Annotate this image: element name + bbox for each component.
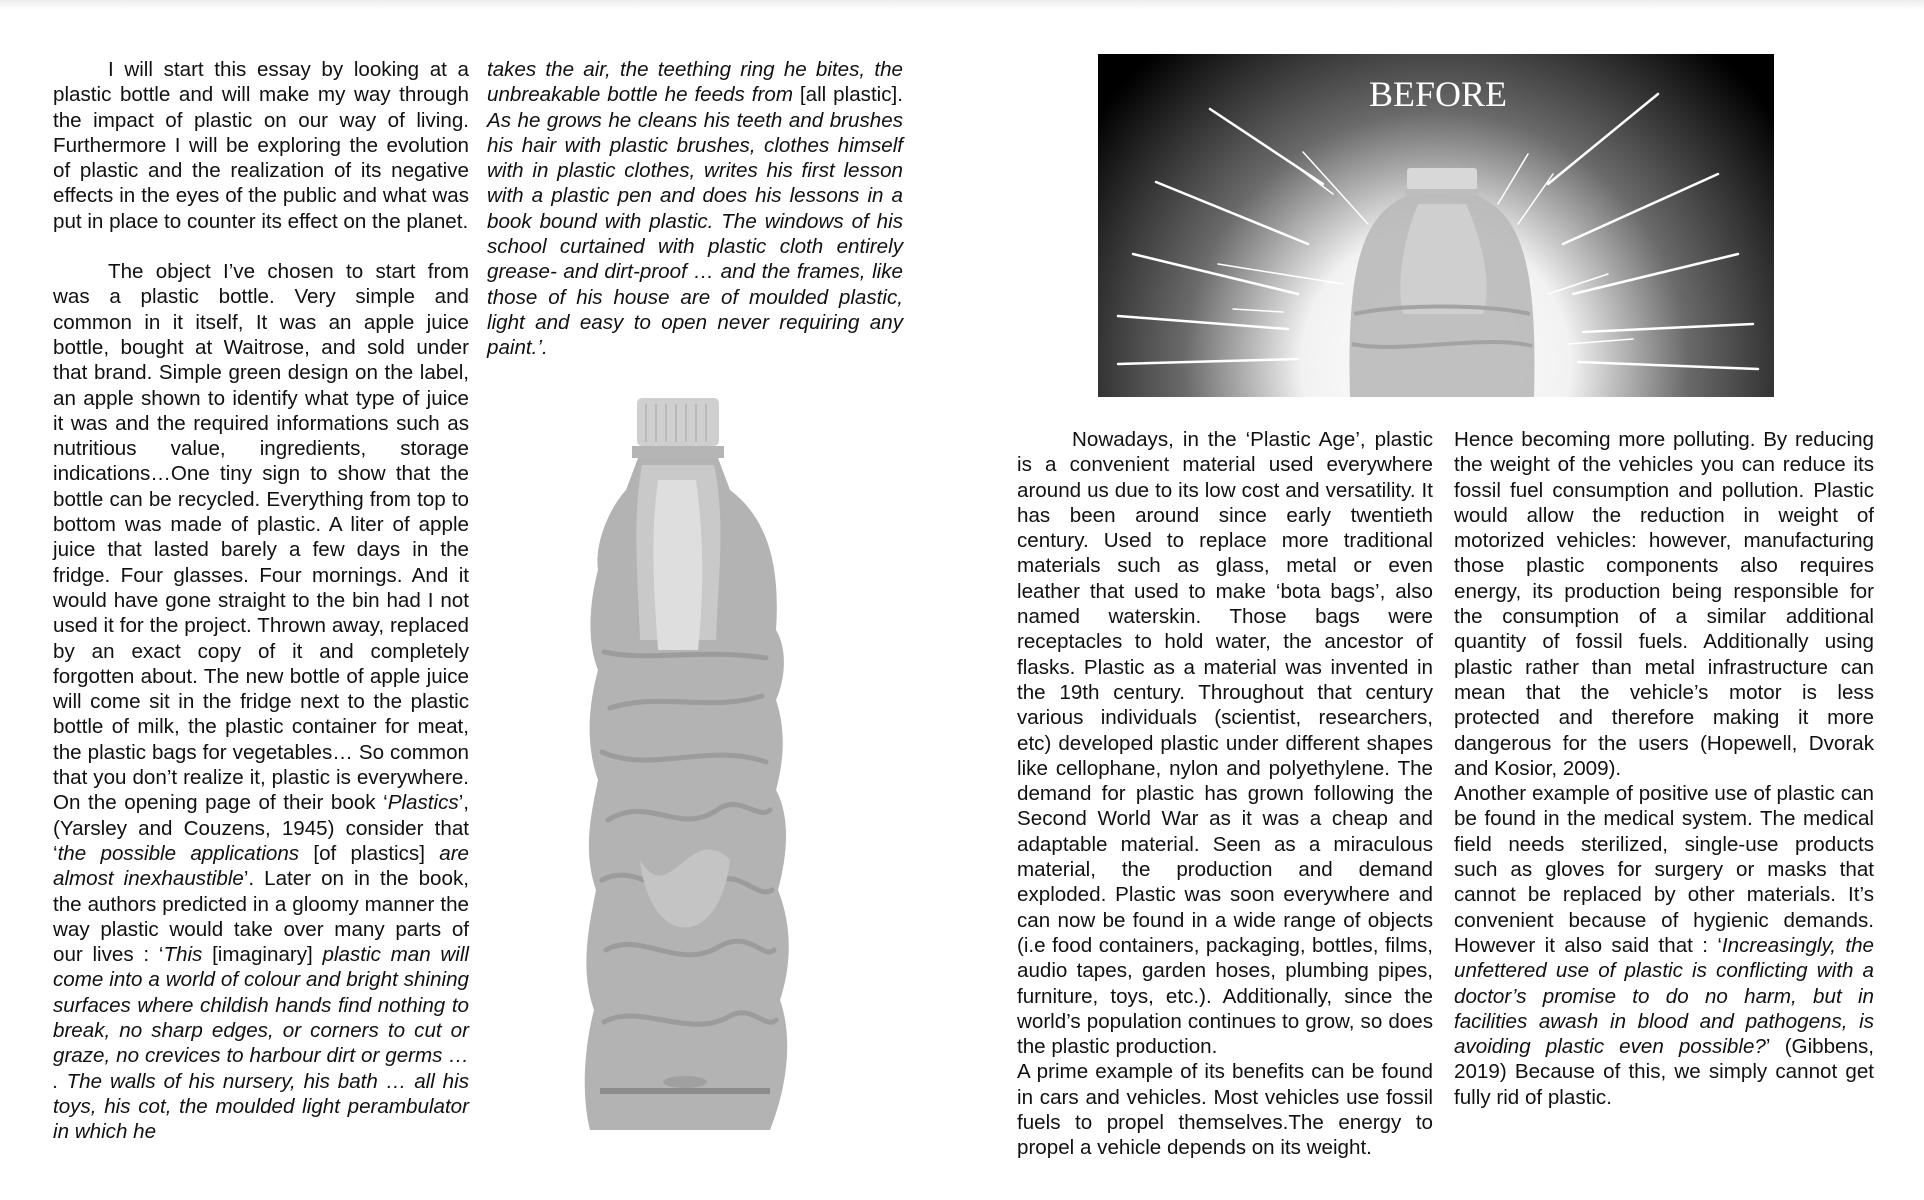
crumpled-bottle-illustration [580,390,850,1140]
page-top-edge [0,0,1924,10]
quote-continuation: takes the air, the teething ring he bites, the unbreakable bottle he feeds from [all plastic]. As he grows he cleans his teeth and brushes his hair with plastic brushes, clothes himself with in plastic clothes, writes his first lesson with a plastic pen and does his lessons in a book bound with plastic. The windows of his school curtained with plastic cloth entirely grease- and dirt-proof … and the frames, like those of his house are of moulded plastic, light and easy to open never requiring any paint.’. [487,58,903,360]
text-column-3 [1017,427,1433,1161]
paragraph-plastic-age: Nowadays, in the ‘Plastic Age’, plastic is a convenient material used everywhere around us due to its low cost and versatility. It has been around since early twentieth century. Used to replace more traditional materials such as glass, metal or even leather that used to make ‘bota bags’, also named waterskin. Those bags were receptacles to hold water, the ancestor of flasks. Plastic as a material was invented in the 19th century. Throughout that century various individuals (scientist, researchers, etc) developed plastic under different shapes like cellophane, nylon and polyethylene. The demand for plastic has grown following the Second World War as it was a cheap and adaptable material. Seen as a miraculous material, the production and demand exploded. Plastic was soon everywhere and can now be found in a wide range of objects (i.e food containers, packaging, bottles, films, audio tapes, garden hoses, plumbing pipes, furniture, toys, etc.). Additionally, since the world’s population continues to grow, so does the plastic production. [1017,428,1433,1059]
paragraph-vehicles: A prime example of its benefits can be found in cars and vehicles. Most vehicles use fossil fuels to propel themselves.The energy to propel a vehicle depends on its weight. [1017,1060,1433,1160]
paragraph-object: The object I’ve chosen to start from was a plastic bottle. Very simple and common in it itself, It was an apple juice bottle, bought at Waitrose, and sold under that brand. Simple green design on the label, an apple shown to identify what type of juice it was and the required informations such as nutritious value, ingredients, storage indications…One tiny sign to show that the bottle can be recycled. Everything from top to bottom was made of plastic. A liter of apple juice that lasted barely a few days in the fridge. Four glasses. Four mornings. And it would have gone straight to the bin had I not used it for the project. Thrown away, replaced by an exact copy of it and completely forgotten about. The new bottle of apple juice will come sit in the fridge next to the plastic bottle of milk, the plastic container for meat, the plastic bags for vegetables… So common that you don’t realize it, plastic is everywhere. On the opening page of their book ‘Plastics’, (Yarsley and Couzens, 1945) consider that ‘the possible applications [of plastics] are almost inexhaustible’. Later on in the book, the authors predicted in a gloomy manner the way plastic would take over many parts of our lives : ‘This [imaginary] plastic man will come into a world of colour and bright shining surfaces where childish hands find nothing to break, no sharp edges, or corners to cut or graze, no crevices to harbour dirt or germs … . The walls of his nursery, his bath … all his toys, his cot, the moulded light perambulator in which he [53,260,469,1144]
paragraph-medical: Another example of positive use of plastic can be found in the medical system. The medical field needs sterilized, single-use products such as gloves for surgery or masks that cannot be replaced by other materials. It’s convenient because of hygienic demands. However it also said that : ‘Increasingly, the unfettered use of plastic is conflicting with a doctor’s promise to do no harm, but in facilities awash in blood and pathogens, is avoiding plastic even possible?’ (Gibbens, 2019) Because of this, we simply cannot get fully rid of plastic. [1454,782,1874,1109]
text-column-4 [1454,427,1874,1110]
paragraph-intro: I will start this essay by looking at a plastic bottle and will make my way through the impact of plastic on our way of living. Furthermore I will be exploring the evolution of plastic and the realization of its negative effects in the eyes of the public and what was put in place to counter its effect on the planet. [53,58,469,233]
text-column-2 [487,57,903,361]
poster-title: BEFORE [1368,74,1508,114]
text-column-1 [53,57,469,1144]
paragraph-weight: Hence becoming more polluting. By reducing the weight of the vehicles you can reduce its fossil fuel consumption and pollution. Plastic would allow the reduction in weight of motorized vehicles: however, manufacturing those plastic components also requires energy, its production being responsible for the consumption of a similar additional quantity of fossil fuels. Additionally using plastic rather than metal infrastructure can mean that the vehicle’s motor is less protected and therefore making it more dangerous for the users (Hopewell, Dvorak and Kosior, 2009). [1454,428,1874,780]
before-poster-image [1098,54,1774,397]
